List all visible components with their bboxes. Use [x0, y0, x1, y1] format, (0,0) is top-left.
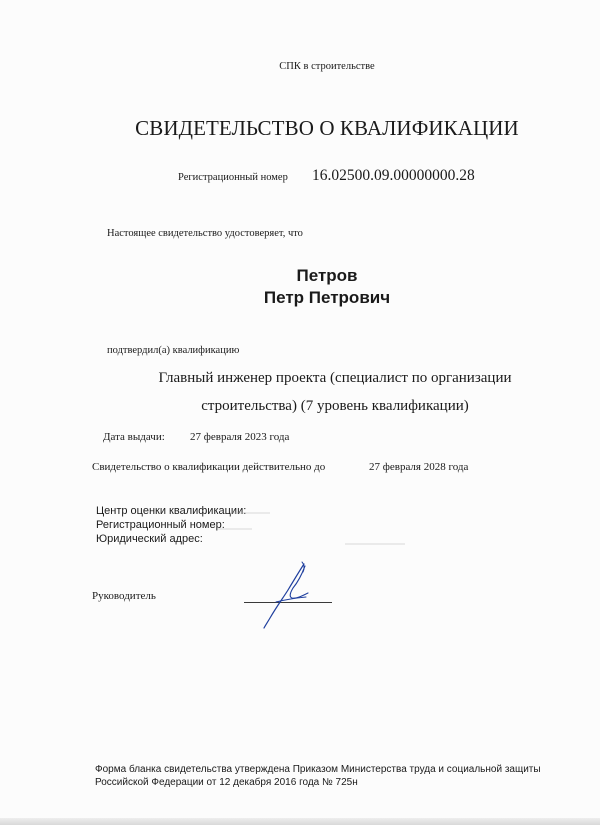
- issue-date-label: Дата выдачи:: [103, 431, 165, 443]
- confirmed-text: подтвердил(а) квалификацию: [107, 345, 240, 356]
- organization-name: СПК в строительстве: [279, 61, 375, 72]
- qualification-line-1: Главный инженер проекта (специалист по организации: [158, 370, 512, 386]
- scan-edge-shadow: [0, 818, 600, 825]
- head-label: Руководитель: [92, 590, 156, 602]
- qualification-line-2: строительства) (7 уровень квалификации): [201, 398, 469, 414]
- faint-smudge: [218, 528, 252, 530]
- registration-number: 16.02500.09.00000000.28: [312, 167, 475, 184]
- document-title: СВИДЕТЕЛЬСТВО О КВАЛИФИКАЦИИ: [135, 116, 519, 140]
- assessment-center-name-label: Центр оценки квалификации:: [96, 505, 247, 517]
- footer-note: Форма бланка свидетельства утверждена Приказом Министерства труда и социальной защиты Российской Федерации от 12 декабря 2016 года № 725н: [95, 764, 541, 788]
- holder-given-names: Петр Петрович: [263, 288, 391, 307]
- valid-until-date: 27 февраля 2028 года: [369, 461, 469, 473]
- certifies-text: Настоящее свидетельство удостоверяет, что: [107, 228, 303, 239]
- faint-smudge: [230, 512, 270, 514]
- assessment-center-reg-label: Регистрационный номер:: [96, 519, 225, 531]
- assessment-center-address-label: Юридический адрес:: [96, 533, 203, 545]
- registration-label: Регистрационный номер: [178, 172, 288, 183]
- issue-date: 27 февраля 2023 года: [190, 431, 290, 443]
- faint-smudge: [345, 543, 405, 545]
- signature: [250, 560, 330, 630]
- valid-until-label: Свидетельство о квалификации действительно до: [92, 461, 326, 473]
- holder-surname: Петров: [296, 266, 358, 285]
